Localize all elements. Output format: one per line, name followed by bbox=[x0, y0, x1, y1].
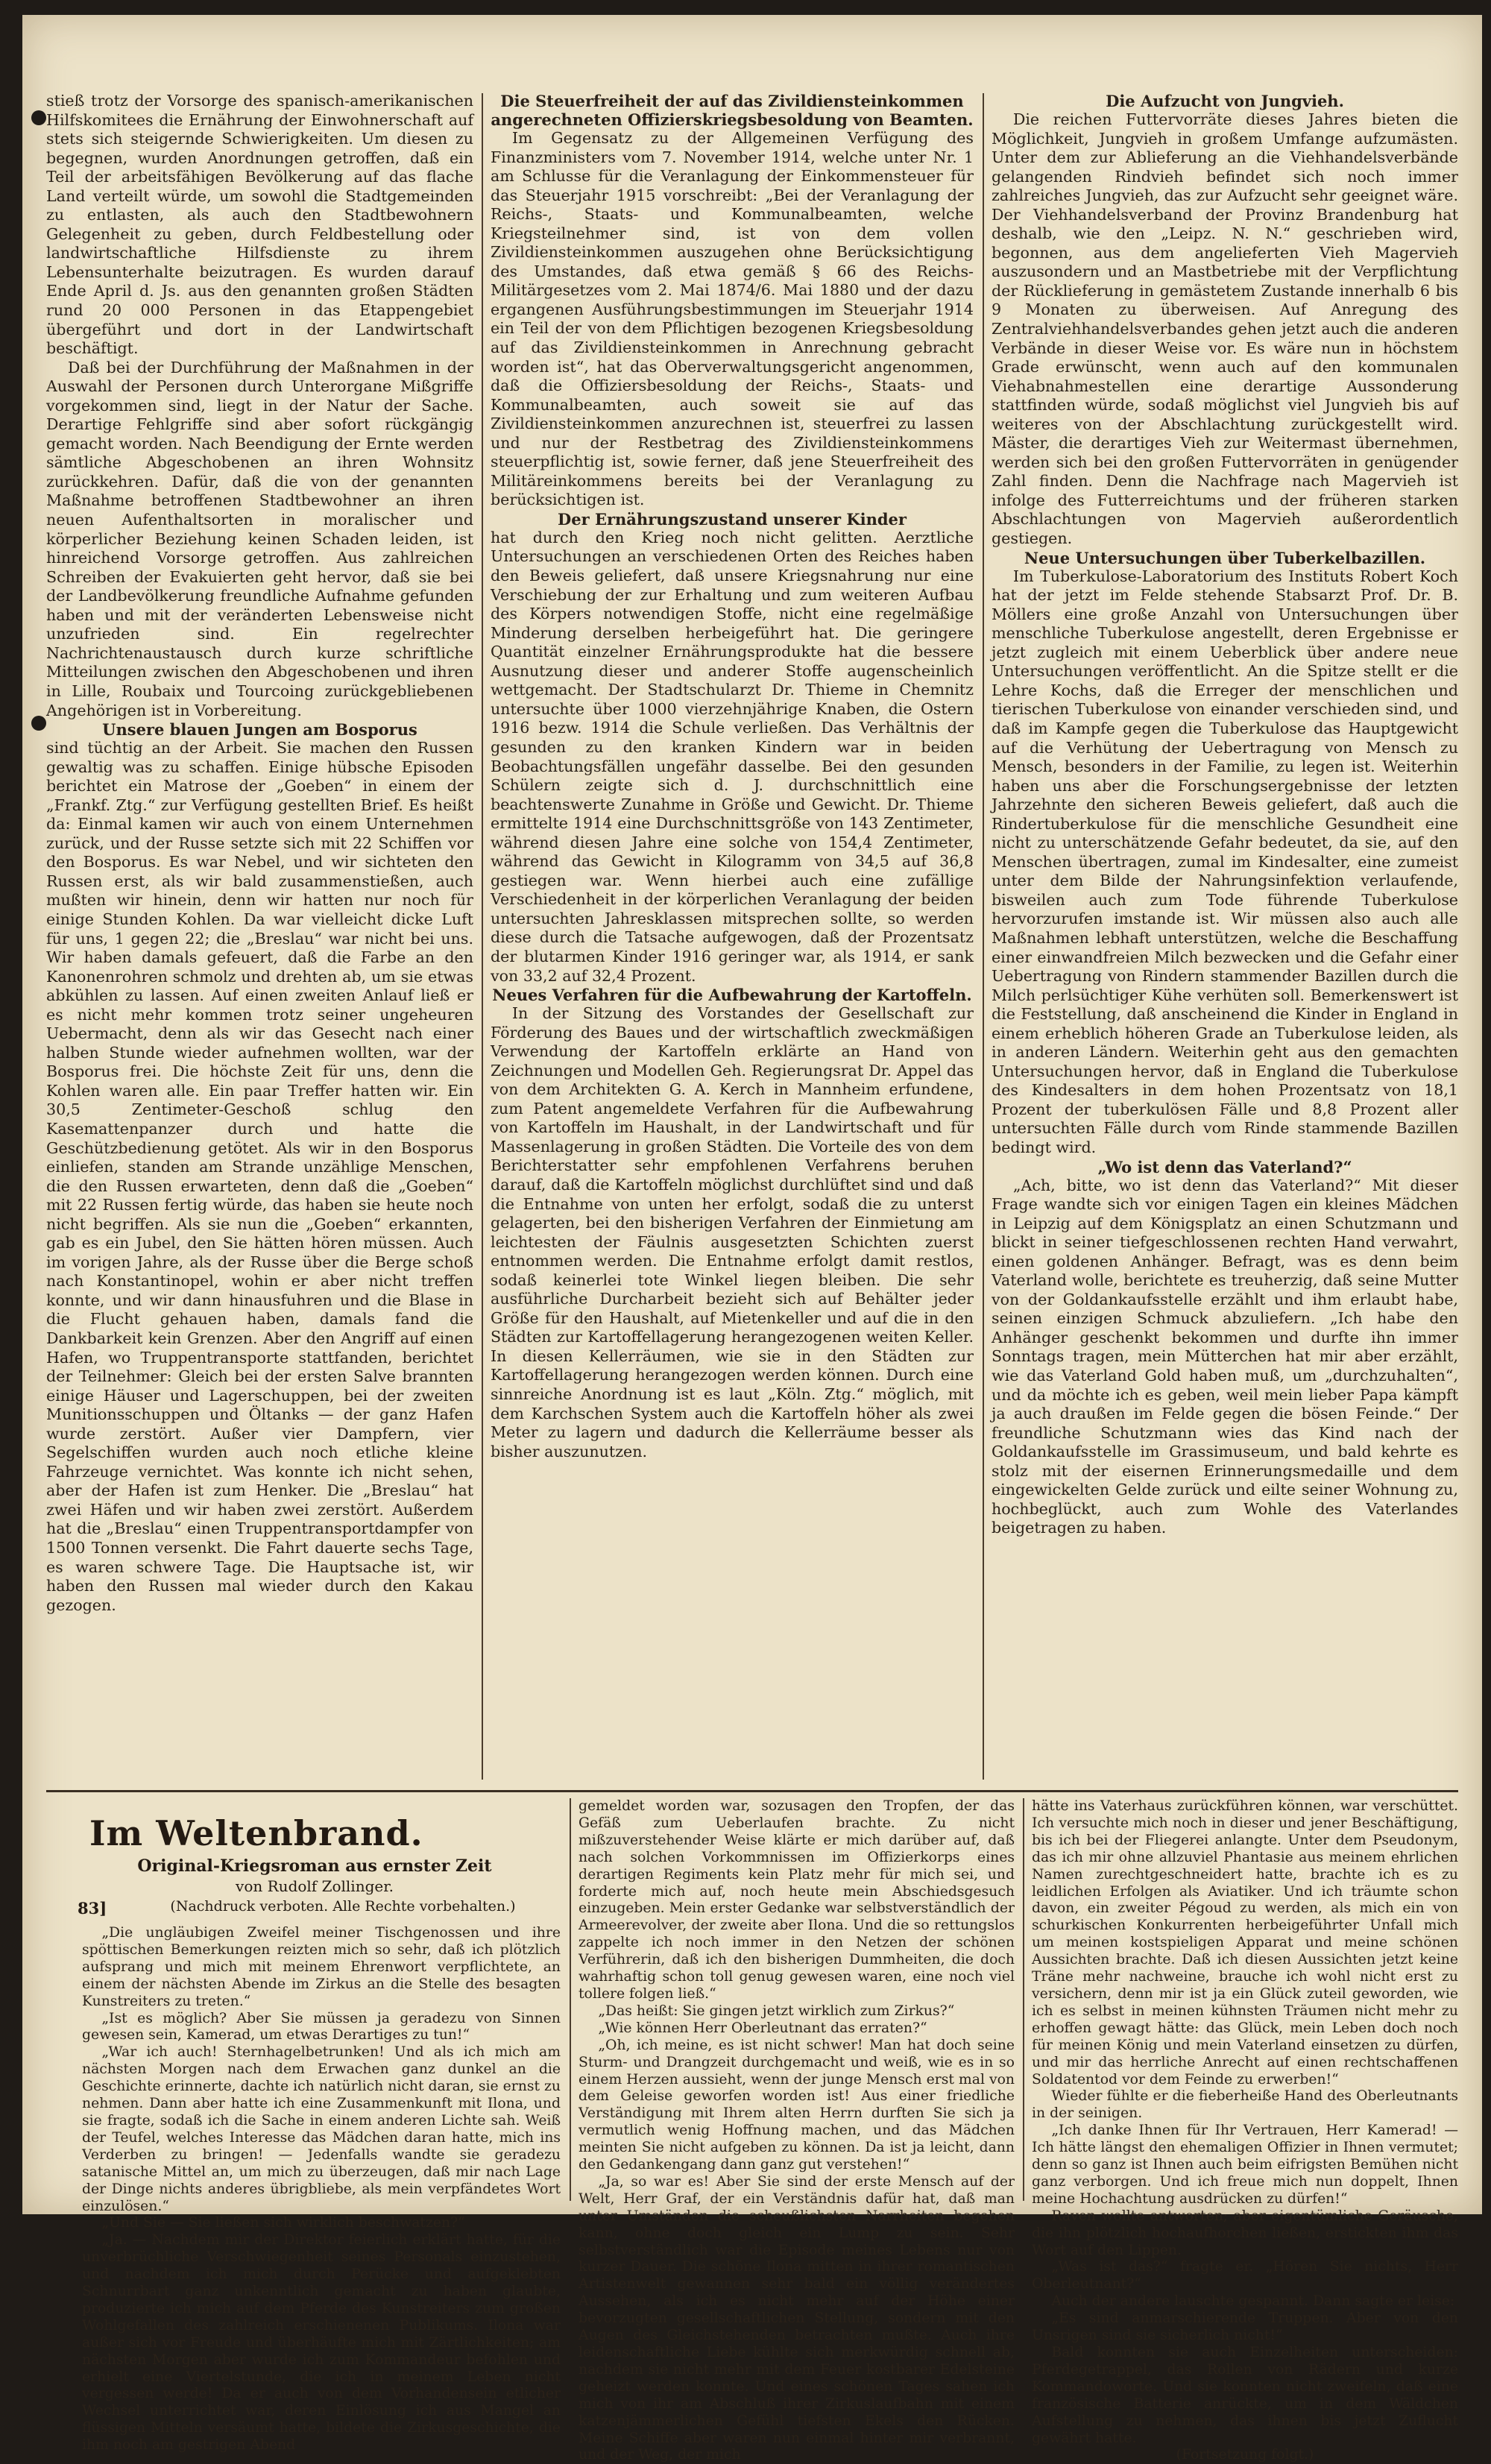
serial-subtitle: Original-Kriegsroman aus ernster Zeit bbox=[137, 1856, 492, 1876]
article-paragraph: „Es sind anmarschierende Truppen. Aber von den Unsrigen sind sie sicherlich nicht!“ bbox=[1032, 2310, 1458, 2344]
article-heading: Neues Verfahren für die Aufbewahrung der Kartoffeln. bbox=[492, 986, 972, 1005]
continuation-note: (Fortsetzung folgt.) bbox=[1176, 2447, 1314, 2463]
article-paragraph: Im Tuberkulose-Laboratorium des Instituts Robert Koch hat der jetzt im Felde stehende Stabsarzt Prof. Dr. B. Möllers eine große Anzahl von Untersuchungen über menschliche Tuberkulose angestellt, deren Ergebnisse er jetzt zugleich mit einem Ueberblick über andere neue Untersuchungen veröffentlicht. An die Spitze stellt er die Lehre Kochs, daß die Erreger der menschlichen und tierischen Tuberkulose von einander verschieden sind, und daß im Kampfe gegen die Tuberkulose das Hauptgewicht auf die Verhütung der Uebertragung von Mensch zu Mensch, besonders in der Familie, zu legen ist. Weiterhin haben uns aber die Forschungsergebnisse der letzten Jahrzehnte den sicheren Beweis geliefert, daß auch die Rindertuberkulose für die menschliche Gesundheit eine nicht zu unterschätzende Gefahr bedeutet, da sie, auf den Menschen übertragen, zumal im Kindesalter, eine zumeist unter dem Bilde der Nahrungsinfektion verlaufende, bisweilen auch zum Tode führende Tuberkulose hervorzurufen imstande ist. Wir müssen also auch alle Maßnahmen lebhaft unterstützen, welche die Beschaffung einer einwandfreien Milch bezwecken und die Gefahr einer Uebertragung von Rindern stammender Bazillen durch die Milch perlsüchtiger Kühe verhüten soll. Bemerkenswert ist die Feststellung, daß anscheinend die Kinder in England in einem erheblich höheren Grade an Tuberkulose leiden, als in anderen Ländern. Weiterhin geht aus den gemachten Untersuchungen hervor, daß in England die Tuberkulose des Kindesalters in dem hohen Prozentsatz von 18,1 Prozent der tuberkulösen Fälle und 8,8 Prozent aller untersuchten Fälle durch vom Rinde stammende Bazillen bedingt wird. bbox=[992, 567, 1458, 1156]
article-paragraph: „Das heißt: Sie gingen jetzt wirklich zum Zirkus?“ bbox=[598, 2003, 955, 2019]
column-divider bbox=[482, 93, 483, 1780]
serial-number: 83] bbox=[78, 1899, 107, 1918]
article-heading: „Wo ist denn das Vaterland?“ bbox=[1097, 1157, 1352, 1176]
serial-column-2 bbox=[579, 1798, 1015, 2463]
article-paragraph: Wieder fühlte er die fieberheiße Hand des Oberleutnants in der seinigen. bbox=[1032, 2088, 1458, 2122]
column-divider bbox=[1023, 1798, 1024, 2201]
article-paragraph: „Ist es möglich? Aber Sie müssen ja geradezu von Sinnen gewesen sein, Kamerad, um etwas Derartiges zu tun!“ bbox=[82, 2010, 561, 2044]
serial-author: von Rudolf Zollinger. bbox=[236, 1877, 394, 1895]
article-paragraph: sind tüchtig an der Arbeit. Sie machen den Russen gewaltig was zu schaffen. Einige hübsche Episoden berichtet ein Matrose der „Goeben“ in einem der „Frankf. Ztg.“ zur Verfügung gestellten Brief. Es heißt da: Einmal kamen wir auch von einem Unternehmen zurück, und der Russe setzte sich mit 22 Schiffen vor den Bosporus. Es war Nebel, und wir sichteten den Russen erst, als wir bald zusammenstießen, auch mußten wir hinein, denn wir hatten nur noch für einige Stunden Kohlen. Da war vielleicht dicke Luft für uns, 1 gegen 22; die „Breslau“ war nicht bei uns. Wir haben damals gefeuert, daß die Farbe an den Kanonenrohren schmolz und drehten ab, um sie etwas abkühlen zu lassen. Auf einen zweiten Anlauf ließ er es nicht mehr kommen trotz seiner ungeheuren Uebermacht, denn als wir das Gesecht nach einer halben Stunde wieder aufnehmen wollten, war der Bosporus frei. Die höchste Zeit für uns, denn die Kohlen waren alle. Ein paar Treffer hatten wir. Ein 30,5 Zentimeter-Geschoß schlug den Kasemattenpanzer durch und hatte die Geschützbedienung getötet. Als wir in den Bosporus einliefen, standen am Strande unzählige Menschen, die den Russen erwarteten, denn daß die „Goeben“ mit 22 Russen fertig würde, das haben sie heute noch nicht begriffen. Als sie nun die „Goeben“ erkannten, gab es ein Jubel, den Sie hätten hören müssen. Auch im vorigen Jahre, als der Russe über die Berge schoß nach Konstantinopel, wohin er aber nicht treffen konnte, und wir dann hinausfuhren und die Blase in die Flucht gehauen haben, damals fand die Dankbarkeit kein Grenzen. Aber den Angriff auf einen Hafen, wo Truppentransporte stattfanden, berichtet der Teilnehmer: Gleich bei der ersten Salve brannten einige Häuser und Lagerschuppen, bei der zweiten Munitionsschuppen und Öltanks — der ganz Hafen wurde zerstört. Außer vier Dampfern, vier Segelschiffen wurden auch noch etliche kleine Fahrzeuge vernichtet. Was konnte ich nicht sehen, aber der Hafen ist zum Henker. Die „Breslau“ hat zwei Häfen und wir haben zwei zerstört. Außerdem hat die „Breslau“ einen Truppentransportdampfer von 1500 Tonnen versenkt. Die Fahrt dauerte sechs Tage, es waren schwere Tage. Die Hauptsache ist, wir haben den Russen mal wieder durch den Kakau gezogen. bbox=[46, 739, 473, 1614]
article-heading: Die Steuerfreiheit der auf das Zivildiensteinkommen angerechneten Offizierskriegsbesoldung von Beamten. bbox=[491, 92, 974, 129]
article-paragraph: stieß trotz der Vorsorge des spanisch-amerikanischen Hilfskomitees die Ernährung der Einwohnerschaft auf stets sich steigernde Schwierigkeiten. Um diesen zu begegnen, wurden Anordnungen getroffen, daß ein Teil der arbeitsfähigen Bevölkerung auf das flache Land verteilt würde, um sowohl die Stadtgemeinden zu entlasten, als auch den Stadtbewohnern Gelegenheit zu geben, durch Feldbestellung oder landwirtschaftliche Hilfsdienste zu ihrem Lebensunterhalte beizutragen. Es wurden darauf Ende April d. Js. aus den genannten großen Städten rund 20 000 Personen in das Etappengebiet übergeführt und dort in der Landwirtschaft beschäftigt. bbox=[46, 92, 473, 358]
article-paragraph: „Oh, ich meine, es ist nicht schwer! Man hat doch seine Sturm- und Drangzeit durchgemacht und weiß, wie es in so einem Herzen aussieht, wenn der junge Mensch erst mal von dem Geleise geworfen worden ist! Aus einer friedliche Verständigung mit Ihrem alten Herrn durften Sie sich ja vermutlich wenig Hoffnung machen, und das Mädchen meinten Sie nicht aufgeben zu können. Da ist ja leicht, dann den Gedankengang dann ganz gut verstehen!“ bbox=[579, 2037, 1015, 2173]
article-paragraph: „Ja, so war es! Aber Sie sind der erste Mensch auf der Welt, Herr Graf, der ein Verständnis dafür hat, daß man unter Umständen die scheußlichsten Narrheiten begehen kann, ohne doch gleich ein Lump zu sein. Sehr selbstverständlich war die Episode meines Lebens nur von kurzer Dauer. Die schöne Ilona mitten in ihrer romantischen Artistenwelt gewannen sehr bald ein völlig verändertes Aussehen, als ich es nicht mehr auf der Höhe einer bevorzugten gesellschaftlichen Stellung, sondern mit den Augen des Gleichstehenden betrachten mußte. Auch ihre leidenschaftliche Liebe kühlte sich merkwürdig schnell ab, nachdem sie nicht mehr mit dem Feuer kostbarer Edelsteine geheizt werden konnte. Und eines schönen Tages sahen ich mich von ihr am Abschluß ihrer Zirkuslaufbahn mit einem katzenjämmerlichen Gefühl tiefsten Ekels den Rücken. Meine Schiffe aber waren nun einmal hinter mir verbrannt, und der Weg, der mich bbox=[579, 2173, 1015, 2463]
article-paragraph: „Was ist das?“ fragte er. „Hören Sie nichts, Herr Oberleutnant?“ bbox=[1032, 2259, 1458, 2293]
article-paragraph: In der Sitzung des Vorstandes der Gesellschaft zur Förderung des Baues und der wirtschaftlich zweckmäßigen Verwendung der Kartoffeln erklärte an Hand von Zeichnungen und Modellen Geh. Regierungsrat Dr. Appel das von dem Architekten G. A. Kerch in Mannheim erfundene, zum Patent angemeldete Verfahren für die Aufbewahrung von Kartoffeln im Haushalt, in der Landwirtschaft und für Massenlagerung in großen Städten. Die Vorteile des von dem Berichterstatter sehr empfohlenen Verfahrens beruhen darauf, daß die Kartoffeln möglichst durchlüftet sind und daß die Entnahme von unten her erfolgt, sodaß die zu unterst gelagerten, bei den bisherigen Verfahren der Einmietung am leichtesten der Fäulnis ausgesetzten Schichten zuerst entnommen werden. Die Entnahme erfolgt damit restlos, sodaß keinerlei tote Winkel liegen bleiben. Die sehr ausführliche Durcharbeit bezieht sich auf Behälter jeder Größe für den Haushalt, auf Mietenkeller und auf die in den Städten zur Kartoffellagerung herangezogenen weiten Keller. In diesen Kellerräumen, wie sie in den Städten zur Kartoffellagerung herangezogen werden können. Durch eine sinnreiche Anordnung ist es laut „Köln. Ztg.“ möglich, mit dem Karchschen System auch die Kartoffeln höher als zwei Meter zu lagern und dadurch die Kellerräume besser als bisher auszunutzen. bbox=[491, 1004, 974, 1461]
column-divider bbox=[983, 93, 984, 1780]
article-heading: Neue Untersuchungen über Tuberkelbazillen. bbox=[1024, 548, 1426, 567]
article-heading: Unsere blauen Jungen am Bosporus bbox=[102, 720, 417, 740]
article-paragraph: Auch der andere lauschte gespannt. Dann sagte er leise: bbox=[1051, 2293, 1455, 2310]
article-paragraph: „Und Sie — Sie ließen sich wirklich beschwatzen?“ bbox=[101, 2215, 465, 2231]
article-paragraph: „Ich danke Ihnen für Ihr Vertrauen, Herr Kamerad! — Ich hätte längst den ehemaligen Offizier in Ihnen vermutet; denn so ganz ist Ihnen auch beim eifrigsten Bemühen nicht ganz verborgen. Und ich freue mich nun doppelt, Ihnen meine Hochachtung ausdrücken zu dürfen!“ bbox=[1032, 2123, 1458, 2207]
punch-hole bbox=[31, 716, 46, 731]
section-rule bbox=[46, 1790, 1458, 1792]
column-divider bbox=[570, 1798, 571, 2201]
article-paragraph: hätte ins Vaterhaus zurückführen können, war verschüttet. Ich versuchte mich noch in dieser und jener Beschäftigung, bis ich bei der Fliegerei anlangte. Unter dem Pseudonym, das ich mir ohne allzuviel Phantasie aus meinem ehrlichen Namen zurechtgeschneidert hatte, brachte ich es zu leidlichen Erfolgen als Aviatiker. Und ich träumte schon davon, ein zweiter Pégoud zu werden, als mich ein von schurkischen Konkurrenten herbeigeführter Unfall mich um meinen kostspieligen Apparat und meine schönen Aussichten brachte. Daß ich diesen Aussichten jetzt keine Träne mehr nachweine, brauche ich wohl nicht erst zu versichern, denn mir ist ja ein Glück zuteil geworden, wie ich es selbst in meinen kühnsten Träumen nicht mehr zu erhoffen gewagt hätte: das Glück, mein Leben doch noch für meinen König und mein Vaterland einsetzen zu dürfen, und mir das herrliche Anrecht auf einen rechtschaffenen Soldatentod vor dem Feinde zu erwerben!“ bbox=[1032, 1798, 1458, 2088]
article-paragraph: „War ich auch! Sternhagelbetrunken! Und als ich mich am nächsten Morgen nach dem Erwachen ganz dunkel an die Geschichte erinnerte, dachte ich natürlich nicht daran, sie ernst zu nehmen. Dann aber hatte ich eine Zusammenkunft mit Ilona, und sie fragte, sodaß ich die Sache in einem anderen Lichte sah. Weiß der Teufel, welches Interesse das Mädchen daran hatte, mich ins Verderben zu bringen! — Jedenfalls wandte sie geradezu satanische Mittel an, um mich zu überzeugen, daß mir nach Lage der Dinge nichts anderes übrigbliebe, als mein verpfändetes Wort einzulösen.“ bbox=[82, 2044, 561, 2214]
article-paragraph: „Ja. — Nachdem mir der Direktor feierlich erklärt hatte, für die unverbrüchliche Verschwiegenheit seines Personals einzustehen, und nachdem ich mich durch Perücke und aufgeklebten Schnurrbart ganz unkenntlich gemacht zu haben glaubte, produzierte ich mich auf dem Pferde des Kunstreiters zum großen Wohlgefallen des zahlreich erschienenen Publikums. Ilona war außer sich vor Freude und überhäufte mich mit Zärtlichkeiten; am nächsten Morgen aber wurde ich zum Kommandeur befohlen und erhielt eine Viertelstunde, die ich in meinem Leben nicht vergessen werde! Da er auch von dem Vorhandensein etlicher Wechsel unterrichtet war, deren Einlösung ich aus Mangel an flüssigen Mitteln versäumt hatte, bildete die Zirkusgeschichte, die ihm noch am gestrigen Abend bbox=[82, 2232, 561, 2454]
article-paragraph: „Die ungläubigen Zweifel meiner Tischgenossen und ihre spöttischen Bemerkungen reizten mich so sehr, daß ich plötzlich aufsprang und mich mit meinem Ehrenwort verpflichtete, an einem der nächsten Abende im Zirkus an die Stelle des besagten Kunstreiters zu treten.“ bbox=[82, 1925, 561, 2009]
article-heading: Die Aufzucht von Jungvieh. bbox=[1106, 92, 1344, 110]
article-paragraph: gemeldet worden war, sozusagen den Tropfen, der das Gefäß zum Ueberlaufen brachte. Zu nicht mißzuverstehender Weise klärte er mich darüber auf, daß nach solchen Vorkommnissen im Offizierkorps eines derartigen Regiments kein Platz mehr für mich sei, und forderte mich auf, noch heute mein Abschiedsgesuch einzugeben. Mein erster Gedanke war selbstverständlich der Armeerevolver, der zweite aber Ilona. Und die so rettungslos zappelte ich noch immer in den Netzen der schönen Verführerin, daß ich den bisherigen Dummheiten, die doch wahrhaftig schon toll genug gewesen waren, eine noch viel tollere folgen ließ.“ bbox=[579, 1798, 1015, 2002]
serial-title: Im Weltenbrand. bbox=[89, 1813, 423, 1853]
article-paragraph: hat durch den Krieg noch nicht gelitten. Aerztliche Untersuchungen an verschiedenen Orten des Reiches haben den Beweis geliefert, daß unsere Kriegsnahrung nur eine Verschiebung der zur Erhaltung und zum weiteren Aufbau des Körpers notwendigen Stoffe, nicht eine regelmäßige Minderung derselben herbeigeführt hat. Die geringere Quantität einzelner Ernährungsprodukte hat die bessere Ausnutzung dieser und anderer Stoffe augenscheinlich wettgemacht. Der Stadtschularzt Dr. Thieme in Chemnitz untersuchte über 1000 vierzehnjährige Knaben, die Ostern 1916 bezw. 1914 die Schule verließen. Das Verhältnis der gesunden zu den kranken Kindern war in beiden Beobachtungsfällen ungefähr dasselbe. Bei den gesunden Schülern zeigte sich d. J. durchschnittlich eine beachtenswerte Zunahme in Größe und Gewicht. Dr. Thieme ermittelte 1914 eine Durchschnittsgröße von 143 Zentimeter, während diesen Jahre eine solche von 154,4 Zentimeter, während das Gewicht in Kilogramm von 34,5 auf 36,8 gestiegen war. Wenn hierbei auch eine zufällige Verschiedenheit in der körperlichen Veranlagung der beiden untersuchten Jahresklassen mitsprechen sollte, so werden diese durch die Tatsache aufgewogen, daß der Prozentsatz der blutarmen Kinder 1916 geringer war, als 1914, er sank von 33,2 auf 32,4 Prozent. bbox=[491, 528, 974, 985]
article-paragraph: Daß bei der Durchführung der Maßnahmen in der Auswahl der Personen durch Unterorgane Mißgriffe vorgekommen sind, liegt in der Natur der Sache. Derartige Fehlgriffe sind aber sofort rückgängig gemacht worden. Nach Beendigung der Ernte werden sämtliche Abgeschobenen an ihren Wohnsitz zurückkehren. Dafür, daß die von der genannten Maßnahme betroffenen Stadtbewohner an ihren neuen Aufenthaltsorten in moralischer und körperlicher Beziehung keinen Schaden leiden, ist hinreichend Vorsorge getroffen. Aus zahlreichen Schreiben der Evakuierten geht hervor, daß sie bei der Landbevölkerung freundliche Aufnahme gefunden haben und mit der veränderten Lebensweise nicht unzufrieden sind. Ein regelrechter Nachrichtenaustausch durch kurze schriftliche Mitteilungen zwischen den Abgeschobenen und ihren in Lille, Roubaix und Tourcoing zurückgebliebenen Angehörigen ist in Vorbereitung. bbox=[46, 358, 473, 719]
serial-column-1 bbox=[82, 1925, 561, 2454]
punch-hole bbox=[31, 110, 46, 125]
column-right bbox=[992, 92, 1458, 1780]
serial-notice: (Nachdruck verboten. Alle Rechte vorbehalten.) bbox=[170, 1898, 516, 1915]
column-left bbox=[46, 92, 473, 1780]
article-paragraph: „Wie können Herr Oberleutnant das erraten?“ bbox=[598, 2020, 927, 2036]
article-paragraph: „Ach, bitte, wo ist denn das Vaterland?“ Mit dieser Frage wandte sich vor einigen Tagen ein kleines Mädchen in Leipzig auf dem Königsplatz an einen Schutzmann und blickt in seiner tiefgeschlossenen rechten Hand verwahrt, einen goldenen Anhänger. Befragt, was es denn beim Vaterland wolle, berichtete es treuherzig, daß seine Mutter von der Goldankaufsstelle erzählt und ihm erlaubt habe, seinen einzigen Schmuck abzuliefern. „Ich habe den Anhänger geschenkt bekommen und durfte ihn immer Sonntags tragen, mein Mütterchen hat mir aber erzählt, wie das Vaterland Gold haben muß, um „durchzuhalten“, und da möchte ich es geben, weil mein lieber Papa kämpft ja auch draußen im Felde gegen die bösen Feinde.“ Der freundliche Schutzmann wies das Kind nach der Goldankaufsstelle im Grassimuseum, und bald kehrte es stolz mit der eisernen Erinnerungsmedaille und dem eingewickelten Gelde zurück und eilte seiner Wohnung zu, hochbeglückt, auch zum Wohle des Vaterlandes beigetragen zu haben. bbox=[992, 1176, 1458, 1537]
column-middle bbox=[491, 92, 974, 1780]
article-paragraph: Raven wollte antworten; aber eigentümliche Geräusche, die ihn plötzlich hochaufhorchen ließen, erstickten ihm das Wort auf den Lippen. bbox=[1032, 2208, 1458, 2258]
serial-column-3 bbox=[1032, 1798, 1458, 2463]
article-heading: Der Ernährungszustand unserer Kinder bbox=[558, 509, 907, 529]
article-paragraph: Die reichen Futtervorräte dieses Jahres bieten die Möglichkeit, Jungvieh in großem Umfange aufzumästen. Unter dem zur Ablieferung an die Viehhandelsverbände gelangenden Rindvieh befindet sich noch immer zahlreiches Jungvieh, das zur Aufzucht sehr geeignet wäre. Der Viehhandelsverband der Provinz Brandenburg hat deshalb, wie den „Leipz. N. N.“ geschrieben wird, begonnen, aus dem angelieferten Vieh Magervieh auszusondern und an Mastbetriebe mit der Verpflichtung der Rücklieferung in gemästetem Zustande innerhalb 6 bis 9 Monaten zu überweisen. Auf Anregung des Zentralviehhandelsverbandes gehen jetzt auch die anderen Verbände in dieser Weise vor. Es wäre nun in höchstem Grade erwünscht, wenn auch auf den kommunalen Viehabnahmestellen eine derartige Aussonderung stattfinden würde, sodaß möglichst viel Jungvieh bis auf weiteres von der Abschlachtung zurückgestellt wird. Mäster, die derartiges Vieh zur Weitermast übernehmen, werden sich bei den großen Futtervorräten in genügender Zahl finden. Denn die Nachfrage nach Magervieh ist infolge des Futterreichtums und der früheren starken Abschlachtungen von Magervieh außerordentlich gestiegen. bbox=[992, 110, 1458, 548]
article-paragraph: Bald konnten sie auch Einzelheiten unterscheiden: Pferdegetrappel, das Rollen von Rädern und kurze Kommandoworte. Und sie konnten nicht zweifeln, daß eine französische Batterie anrückte, um in dem Wäldchen Aufstellung zu nehmen, das ihnen bis jetzt Zuflucht gewährt hatte. bbox=[1032, 2345, 1458, 2446]
article-paragraph: Im Gegensatz zu der Allgemeinen Verfügung des Finanzministers vom 7. November 1914, welche unter Nr. 1 am Schlusse für die Veranlagung der Einkommensteuer für das Steuerjahr 1915 vorschreibt: „Bei der Veranlagung der Reichs-, Staats- und Kommunalbeamten, welche Kriegsteilnehmer sind, ist von dem vollen Zivildiensteinkommen auszugehen ohne Berücksichtigung des Umstandes, daß etwa gemäß § 66 des Reichs-Militärgesetzes vom 2. Mai 1874/6. Mai 1880 und der dazu ergangenen Ausführungsbestimmungen im Steuerjahr 1914 ein Teil der von dem Pflichtigen bezogenen Kriegsbesoldung auf das Zivildiensteinkommen in Anrechnung gebracht worden ist“, hat das Oberverwaltungsgericht angenommen, daß die Offiziersbesoldung der Reichs-, Staats- und Kommunalbeamten, auch soweit sie auf das Zivildiensteinkommen anzurechnen ist, steuerfrei zu lassen und nur der Restbetrag des Zivildiensteinkommens steuerpflichtig ist, sowie ferner, daß jene Steuerfreiheit des Militäreinkommens bereits bei der Veranlagung zu berücksichtigen ist. bbox=[491, 129, 974, 509]
